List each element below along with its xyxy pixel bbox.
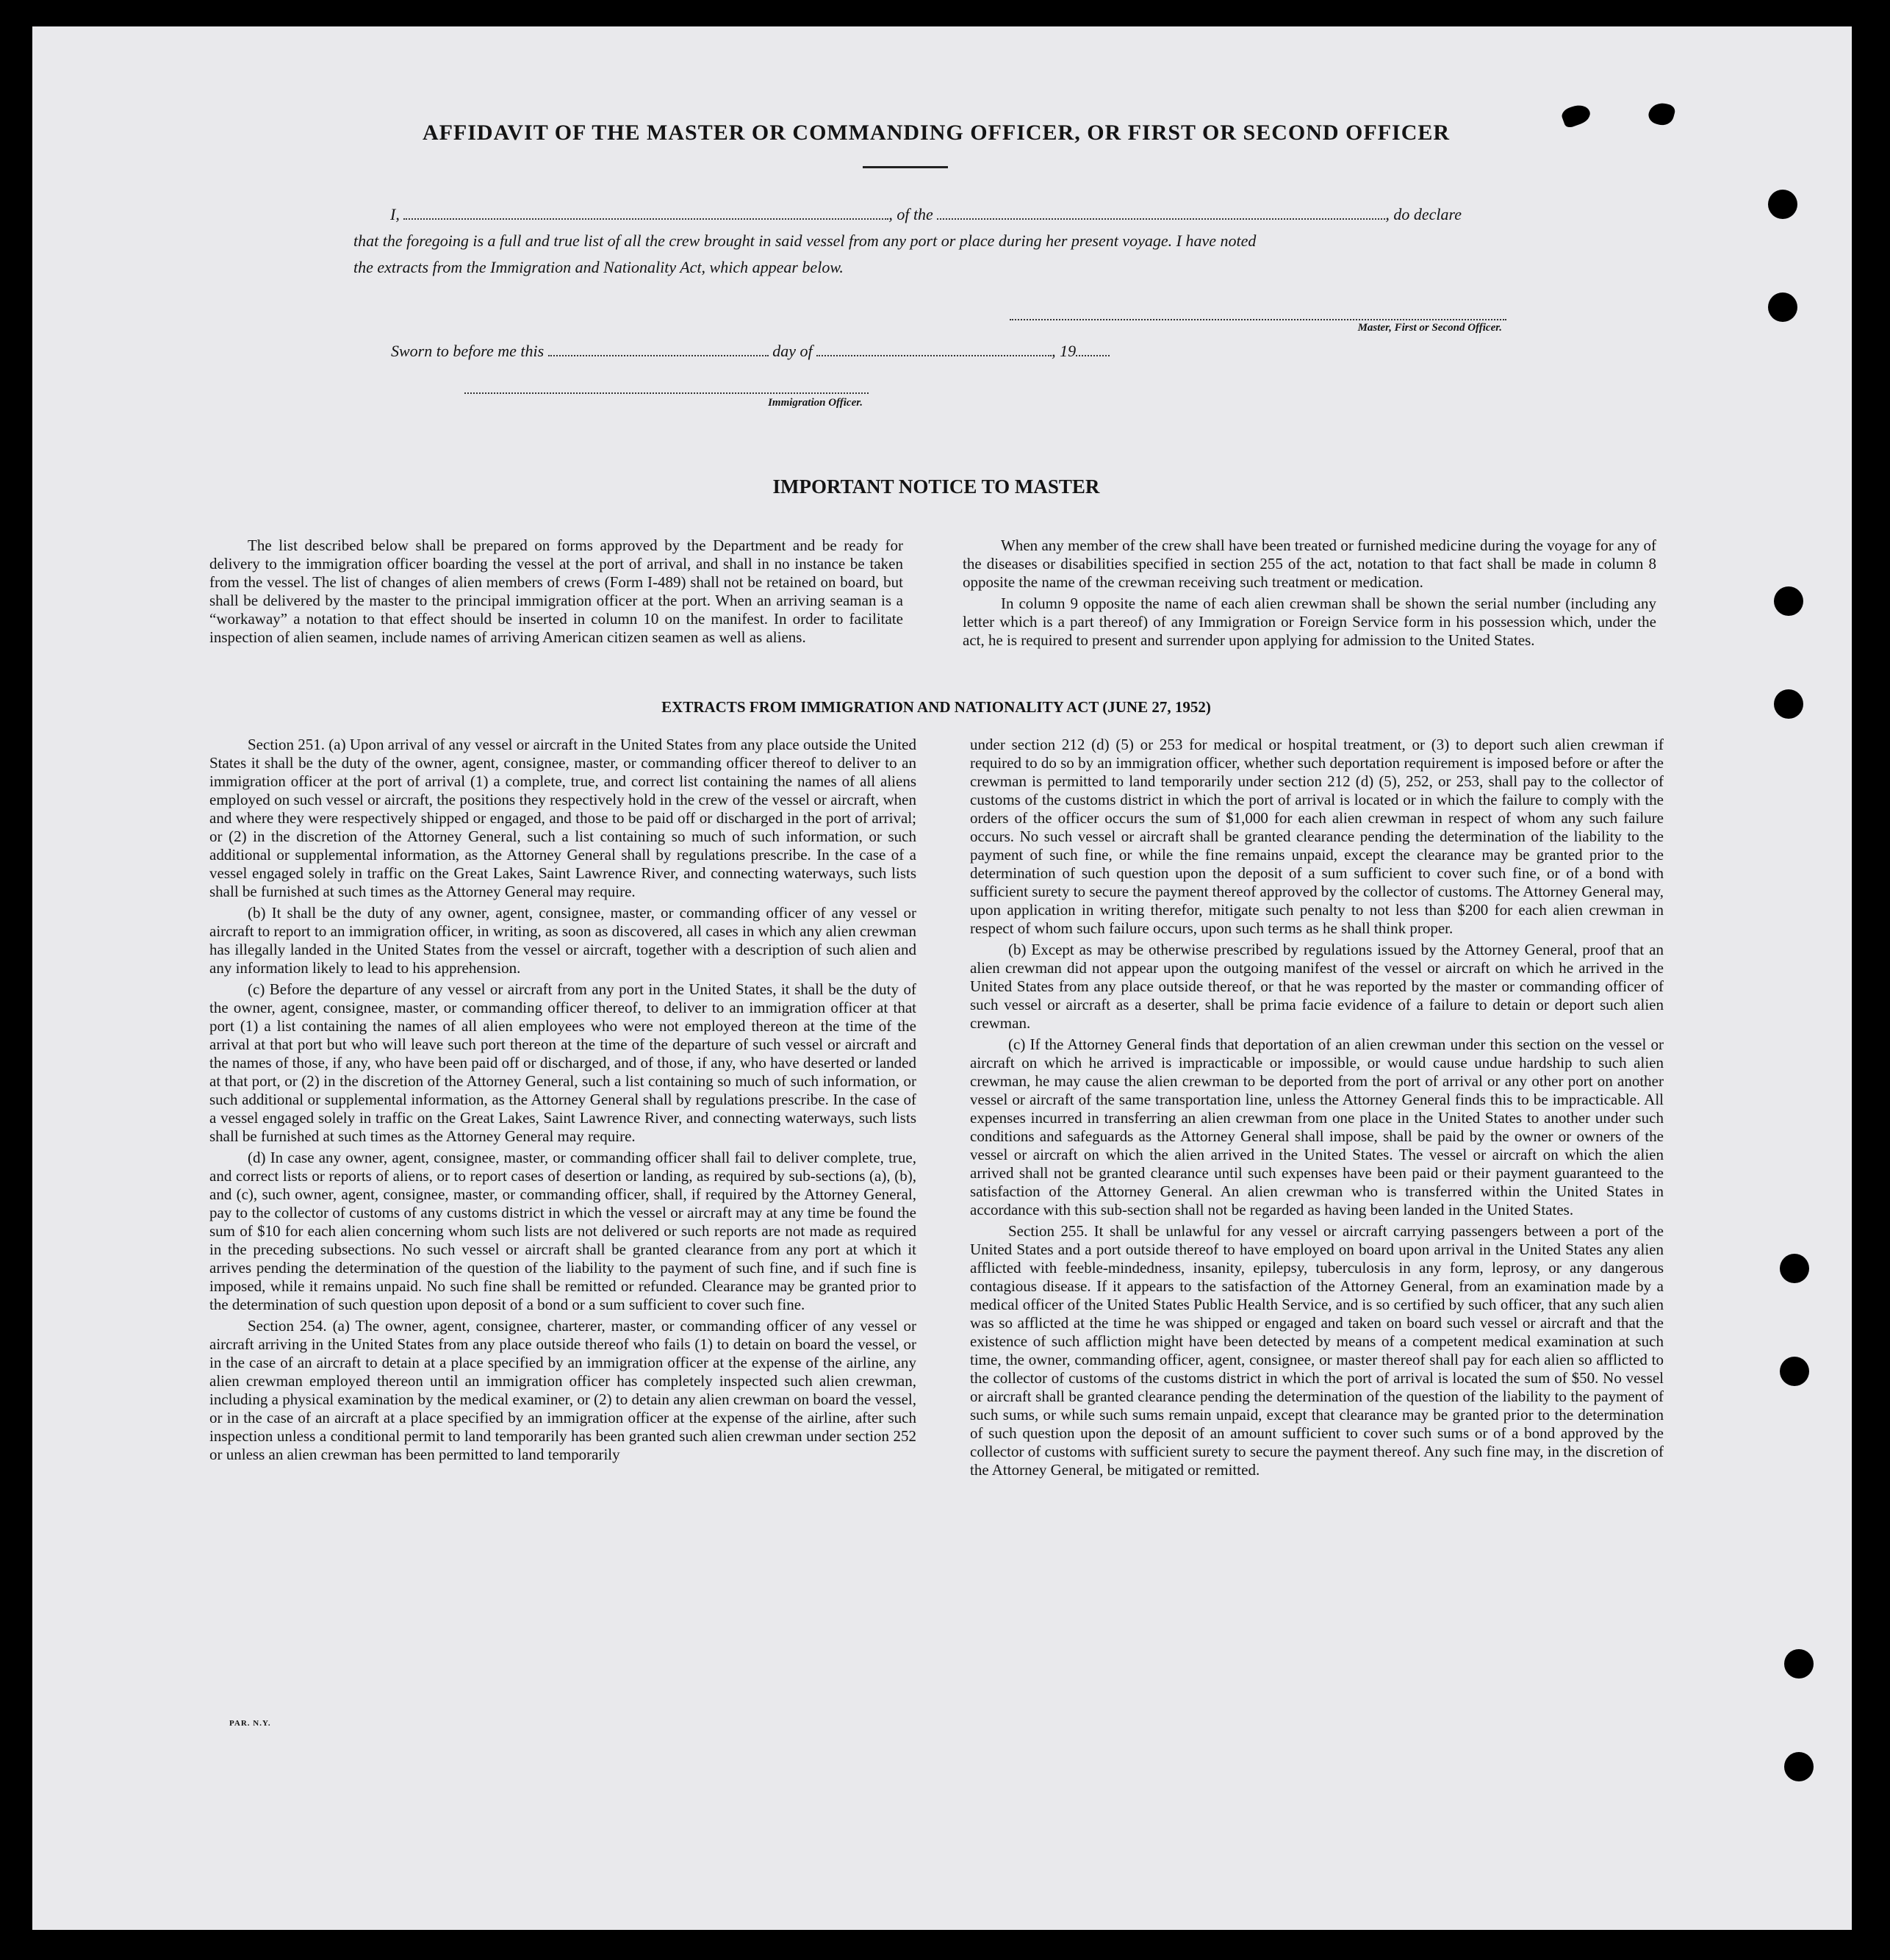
year-prefix: , 19 [1052, 342, 1077, 360]
sworn-prefix: Sworn to before me this [391, 342, 545, 360]
notice-title: IMPORTANT NOTICE TO MASTER [772, 475, 1100, 498]
extracts-right-column [970, 736, 1664, 1482]
extracts-left-column [209, 736, 916, 1467]
sworn-day-blank[interactable] [548, 340, 769, 356]
master-caption: Master, First or Second Officer. [1357, 322, 1502, 334]
master-signature-line[interactable] [1010, 319, 1506, 320]
do-declare-label: , do declare [1385, 205, 1462, 223]
notice-left-column [209, 536, 903, 650]
punch-hole [1768, 292, 1797, 322]
declaration-line-3: the extracts from the Immigration and Nationality Act, which appear below. [353, 258, 844, 276]
declare-i-label: I, [390, 205, 400, 223]
section-251-b: (b) It shall be the duty of any owner, agent, consignee, master, or commanding officer of any vessel or aircraft to report to an immigration officer, in writing, as soon as discovered, all cases in which any alien crewman has illegally landed in the United States from the vessel or aircraft, together with a description of such alien and any information likely to lead to his apprehension. [209, 904, 916, 977]
section-251-a: Section 251. (a) Upon arrival of any vessel or aircraft in the United States from any place outside the United States it shall be the duty of the owner, agent, consignee, master, or commanding officer thereof to deliver to an immigration officer at the port of arrival (1) a complete, true, and correct list containing the names of all aliens employed on such vessel or aircraft, the positions they respectively hold in the crew of the vessel or aircraft, when and where they were respectively shipped or engaged, and those to be paid off or discharged in the port of arrival; or (2) in the discretion of the Attorney General, such a list containing so much of such information, or such additional or supplemental information, as the Attorney General shall by regulations prescribe. In the case of a vessel engaged solely in traffic on the Great Lakes, Saint Lawrence River, and connecting waterways, such lists shall be furnished at such times as the Attorney General may require. [209, 736, 916, 900]
punch-hole [1784, 1752, 1814, 1781]
notice-right-paragraph-1: When any member of the crew shall have been treated or furnished medicine during the voyage for any of the diseases or disabilities specified in section 255 of the act, notation to that fact shall be made in column 8 opposite the name of the crewman receiving such treatment or medication. [963, 536, 1656, 591]
section-254-a-continued: under section 212 (d) (5) or 253 for medical or hospital treatment, or (3) to deport such alien crewman if required to do so by an immigration officer, whether such deportation requirement is imposed before or after the crewman is permitted to land temporarily under section 212 (d) (5), 252, or 253, shall pay to the collector of customs of the customs district in which the port of arrival is located or in which the failure to comply with the orders of the officer occurs the sum of $1,000 for each alien crewman in respect of whom any such failure occurs. No such vessel or aircraft shall be granted clearance pending the determination of the liability to the payment of such fine, or while the fine remains unpaid, except the clearance may be granted prior to the determination of such question upon the deposit of a sum sufficient to cover such fine, or of a bond with sufficient surety to secure the payment thereof approved by the collector of customs. The Attorney General may, upon application in writing therefor, mitigate such penalty to not less than $200 for each alien crewman in respect of whom such failure occurs, upon such terms as he shall think proper. [970, 736, 1664, 937]
name-blank[interactable] [403, 204, 888, 220]
punch-hole [1780, 1357, 1809, 1386]
section-254-b: (b) Except as may be otherwise prescribed by regulations issued by the Attorney General, proof that an alien crewman did not appear upon the outgoing manifest of the vessel or aircraft on which he arrived in the United States from any place outside thereof, or that he was reported by the master or commanding officer of such vessel or aircraft as a deserter, shall be prima facie evidence of a failure to detain or deport such alien crewman. [970, 941, 1664, 1032]
day-of-label: day of [772, 342, 813, 360]
punch-hole [1774, 586, 1803, 616]
section-254-a: Section 254. (a) The owner, agent, consignee, charterer, master, or commanding officer of any vessel or aircraft arriving in the United States from any place outside thereof who fails (1) to detain on board the vessel, or in the case of an aircraft to detain at a place specified by an immigration officer at the expense of the airline, any alien crewman employed thereon until an immigration officer has completely inspected such alien crewman, including a physical examination by the medical examiner, or (2) to detain any alien crewman on board the vessel, or in the case of an aircraft at a place specified by an immigration officer at the expense of the airline, after such inspection unless a conditional permit to land temporarily has been granted such alien crewman under section 252 or unless an alien crewman has been permitted to land temporarily [209, 1317, 916, 1463]
of-the-label: , of the [888, 205, 933, 223]
immigration-officer-caption: Immigration Officer. [768, 397, 863, 409]
title-rule [863, 166, 948, 168]
affidavit-title: AFFIDAVIT OF THE MASTER OR COMMANDING OFFICER, OR FIRST OR SECOND OFFICER [422, 121, 1451, 145]
declaration-line-2: that the foregoing is a full and true list of all the crew brought in said vessel from any port or place during her present voyage. I have noted [353, 231, 1257, 250]
extracts-title: EXTRACTS FROM IMMIGRATION AND NATIONALITY ACT (JUNE 27, 1952) [661, 698, 1211, 716]
section-255: Section 255. It shall be unlawful for any vessel or aircraft carrying passengers between a port of the United States and a port outside thereof to have employed on board upon arrival in the United States any alien afflicted with feeble-mindedness, insanity, epilepsy, tuberculosis in any form, leprosy, or any dangerous contagious disease. If it appears to the satisfaction of the Attorney General, from an examination made by a medical officer of the United States Public Health Service, and is so certified by such officer, that any such alien was so afflicted at the time he was shipped or engaged and taken on board such vessel or aircraft and that the existence of such affliction might have been detected by means of a competent medical examination at such time, the owner, commanding officer, agent, consignee, or master thereof shall pay for each alien so afflicted to the collector of customs of the customs district in which the port of arrival is located the sum of $50. No vessel or aircraft shall be granted clearance pending the determination of the question of the liability to the payment of such sums, or while such sums remain unpaid, except that clearance may be granted prior to the determination of such question upon the deposit of an amount sufficient to cover such sums or of a bond approved by the collector of customs with sufficient surety to secure the payment thereof. Any such fine may, in the discretion of the Attorney General, be mitigated or remitted. [970, 1222, 1664, 1479]
section-251-d: (d) In case any owner, agent, consignee, master, or commanding officer shall fail to deliver complete, true, and correct lists or reports of aliens, or to report cases of desertion or landing, as required by sub-sections (a), (b), and (c), such owner, agent, consignee, master, or commanding officer, shall, if required by the Attorney General, pay to the collector of customs of any customs district in which the vessel or aircraft may at any time be found the sum of $10 for each alien concerning whom such lists are not delivered or such reports are not made as required in the preceding subsections. No such vessel or aircraft shall be granted clearance from any port at which it arrives pending the determination of the question of the liability to the payment of such fine, and if such fine is imposed, while it remains unpaid. No such fine shall be remitted or refunded. Clearance may be granted prior to the determination of such question upon deposit of a bond or a sum sufficient to cover such fine. [209, 1149, 916, 1313]
notice-right-paragraph-2: In column 9 opposite the name of each alien crewman shall be shown the serial number (including any letter which is a part thereof) of any Immigration or Foreign Service form in his possession which, under the act, he is required to present and surrender upon applying for admission to the United States. [963, 595, 1656, 649]
sworn-month-blank[interactable] [816, 340, 1052, 356]
punch-hole [1780, 1254, 1809, 1283]
immigration-officer-signature-line[interactable] [464, 392, 869, 394]
vessel-blank[interactable] [937, 204, 1385, 220]
section-254-c: (c) If the Attorney General finds that deportation of an alien crewman under this section on the vessel or aircraft on which he arrived is impracticable or impossible, or would cause undue hardship to such alien crewman, he may cause the alien crewman to be deported from the port of arrival or any other port on another vessel or aircraft of the same transportation line, unless the Attorney General finds this to be impracticable. All expenses incurred in transferring an alien crewman from one place in the United States to another under such conditions and safeguards as the Attorney General shall impose, shall be paid by the owner or owners of the vessel or aircraft on which the alien arrived in the United States. The vessel or aircraft on which the alien arrived shall not be granted clearance until such expenses have been paid or their payment guaranteed to the satisfaction of the Attorney General. An alien crewman who is transferred within the United States in accordance with this sub-section shall not be regarded as having been landed in the United States. [970, 1035, 1664, 1218]
punch-hole [1768, 190, 1797, 219]
notice-right-column [963, 536, 1656, 653]
notice-left-paragraph: The list described below shall be prepared on forms approved by the Department and be ready for delivery to the immigration officer boarding the vessel at the port of arrival, and shall in no instance be taken from the vessel. The list of changes of alien members of crews (Form I-489) shall not be retained on board, but shall be delivered by the master to the principal immigration officer at the port. When an arriving seaman is a “workaway” a notation to that effect should be inserted in column 10 on the manifest. In order to facilitate inspection of alien seamen, include names of arriving American citizen seamen as well as aliens. [209, 536, 903, 646]
document-page [32, 26, 1852, 1930]
declaration-line-1 [390, 201, 1544, 228]
sworn-line [391, 338, 1110, 365]
printer-mark: PAR. N.Y. [229, 1719, 271, 1728]
section-251-c: (c) Before the departure of any vessel or aircraft from any port in the United States, it shall be the duty of the owner, agent, consignee, master, or commanding officer thereof, to deliver to an immigration officer at that port (1) a list containing the names of all alien employees who were not employed thereon at the time of the arrival at that port but who will leave such port thereon at the time of the departure of such vessel or aircraft and the names of those, if any, who have been paid off or discharged, and of those, if any, who have deserted or landed at that port, or (2) in the discretion of the Attorney General, such a list containing so much of such information, or such additional or supplemental information, as the Attorney General shall by regulations prescribe. In the case of a vessel engaged solely in traffic on the Great Lakes, Saint Lawrence River, and connecting waterways, such lists shall be furnished at such times as the Attorney General may require. [209, 980, 916, 1145]
punch-hole [1774, 689, 1803, 719]
sworn-year-blank[interactable] [1076, 340, 1110, 356]
punch-hole [1784, 1649, 1814, 1679]
